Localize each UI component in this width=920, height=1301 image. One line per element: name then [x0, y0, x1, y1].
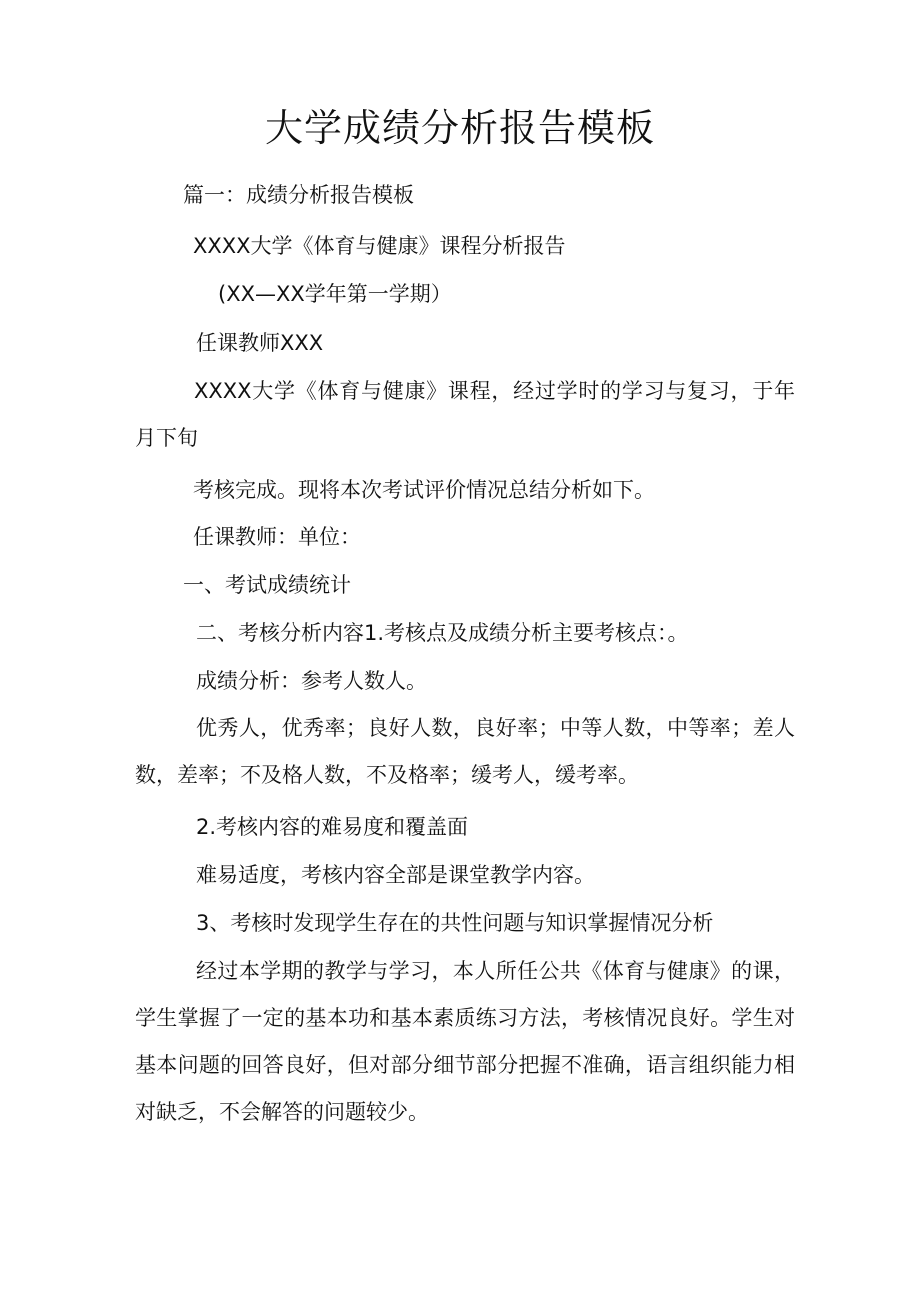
teacher-unit-line: 任课教师：单位： [193, 525, 361, 549]
score-analysis-line: 成绩分析：参考人数人。 [196, 669, 427, 693]
teacher-line: 任课教师XXX [196, 331, 324, 355]
summary-paragraph: 经过本学期的教学与学习，本人所任公共《体育与健康》的课，学生掌握了一定的基本功和基本素质练习方法，考核情况良好。学生对基本问题的回答良好，但对部分细节部分把握不准确，语言组织能力相对缺乏，不会解答的问题较少。 [135, 959, 795, 1124]
grade-distribution-paragraph: 优秀人，优秀率；良好人数，良好率；中等人数，中等率；差人数，差率；不及格人数，不及格率；缓考人，缓考率。 [135, 716, 795, 787]
part-two-heading: 二、考核分析内容1.考核点及成绩分析主要考核点：。 [196, 621, 689, 645]
difficulty-line: 难易适度，考核内容全部是课堂教学内容。 [196, 863, 595, 887]
part-one-heading: 一、考试成绩统计 [183, 573, 351, 597]
term-line: (XX—XX学年第一学期） [218, 282, 452, 306]
document-title: 大学成绩分析报告模板 [264, 106, 655, 150]
item-two-heading: 2.考核内容的难易度和覆盖面 [196, 815, 469, 839]
intro-paragraph: XXXX大学《体育与健康》课程，经过学时的学习与复习，于年月下旬 [135, 379, 795, 450]
section-heading: 篇一：成绩分析报告模板 [183, 183, 414, 207]
item-three-heading: 3、考核时发现学生存在的共性问题与知识掌握情况分析 [196, 911, 714, 935]
intro-continuation: 考核完成。现将本次考试评价情况总结分析如下。 [193, 478, 655, 502]
report-name: XXXX大学《体育与健康》课程分析报告 [193, 234, 566, 258]
